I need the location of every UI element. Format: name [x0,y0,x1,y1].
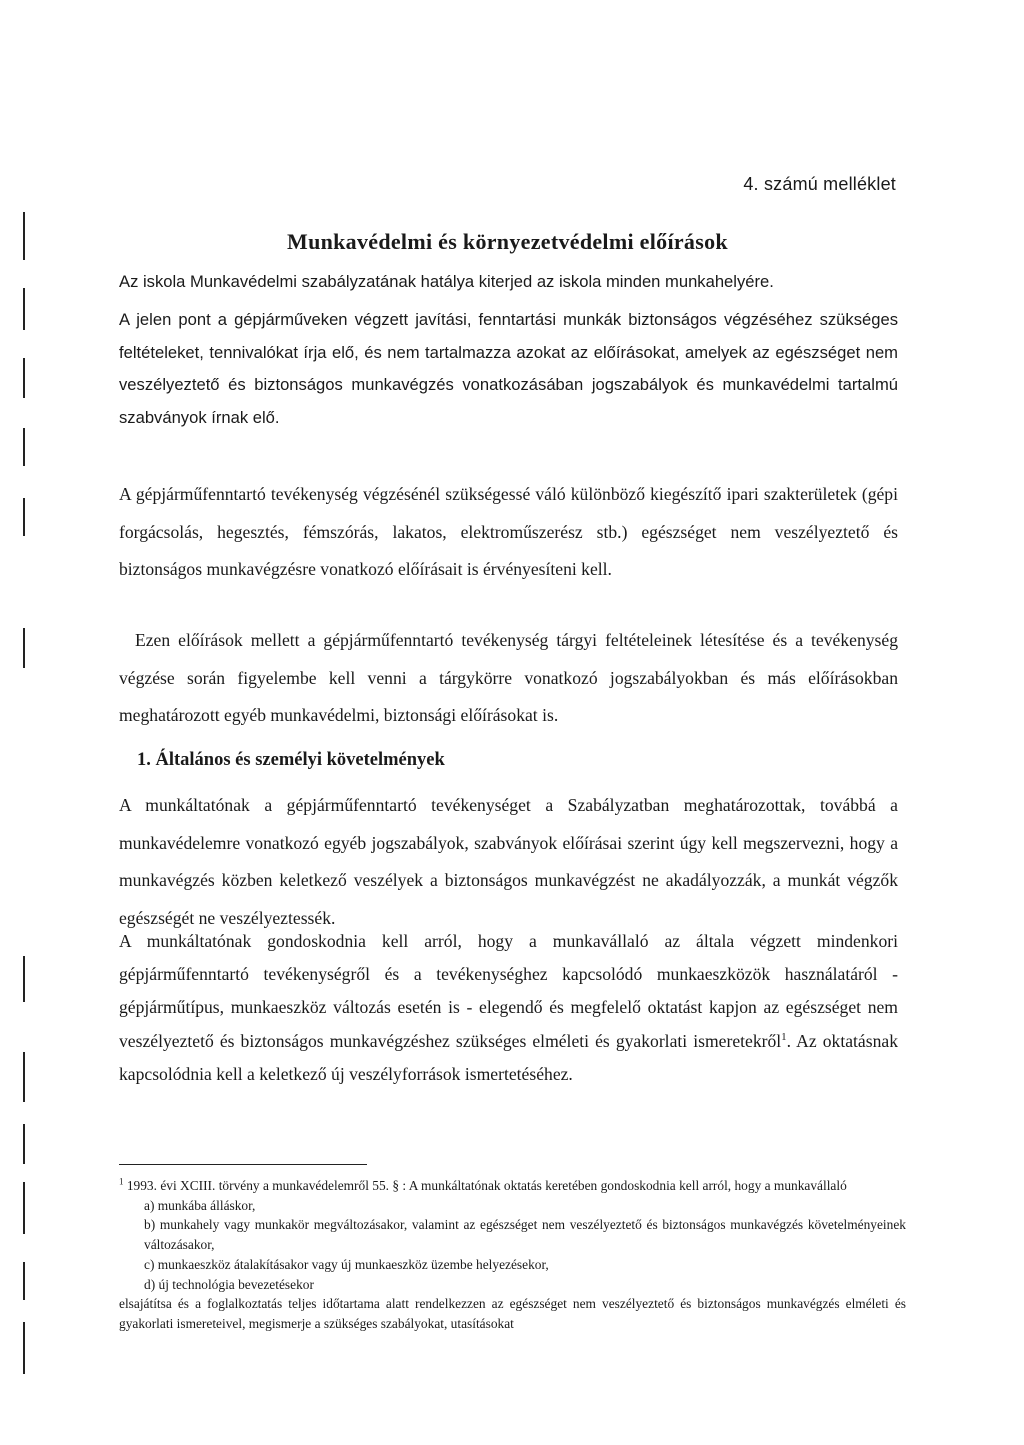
footnote [119,1176,906,1334]
scan-edge-mark [23,498,25,536]
scan-edge-mark [23,1182,25,1234]
footnote-item: b) munkahely vagy munkakör megváltozásakor, valamint az egészséget nem veszélyeztető és biztonságos munkavégzés követelményeinek változásakor, [144,1217,906,1253]
scan-edge-mark [23,212,25,260]
scan-edge-mark [23,428,25,466]
training-text-end: . Az oktatásnak kapcsolódnia kell a keletkező új veszélyforrások ismertetéséhez. [119,1030,898,1084]
scan-edge-mark [23,628,25,668]
scan-edge-mark [23,358,25,398]
page-title: Munkavédelmi és környezetvédelmi előírások [287,229,728,254]
footnote-item: c) munkaeszköz átalakításakor vagy új munkaeszköz üzembe helyezésekor, [144,1256,549,1272]
scan-edge-mark [23,956,25,1002]
scan-edge-mark [23,1052,25,1102]
intro-line: Az iskola Munkavédelmi szabályzatának hatálya kiterjed az iskola minden munkahelyére. [119,272,774,291]
footnote-intro: 1993. évi XCIII. törvény a munkavédelemről 55. § : A munkáltatónak oktatás keretében gondoskodnia kell arról, hogy a munkavállaló [123,1178,847,1193]
intro-paragraph: A jelen pont a gépjárműveken végzett javítási, fenntartási munkák biztonságos végzéséhez szükséges feltételeket, tennivalókat írja elő, és nem tartalmazza azokat az előírásokat, amelyek az egészséget nem veszélyeztető és biztonságos munkavégzés vonatkozásában jogszabályok és munkavédelmi tartalmú szabványok írnak elő. [119,310,898,427]
section-paragraph-organisation: A munkáltatónak a gépjárműfenntartó tevékenységet a Szabályzatban meghatározottak, továbbá a munkavédelemre vonatkozó egyéb jogszabályok, szabványok előírásai szerint úgy kell megszervezni, hogy a munkavégzés közben keletkező veszélyek a biztonságos munkavégzést ne akadályozzák, a munkát végzők egészségét ne veszélyeztessék. [119,795,898,928]
section-paragraph-training [119,925,898,1091]
footnote-marker: 1 [119,1176,124,1187]
section-heading: 1. Általános és személyi követelmények [137,750,445,770]
scan-edge-mark [23,1124,25,1164]
paragraph-supplementary-trades: A gépjárműfenntartó tevékenység végzésénél szükségessé váló különböző kiegészítő ipari szakterületek (gépi forgácsolás, hegesztés, fémszórás, lakatos, elektroműszerész stb.) egészséget nem veszélyeztető és biztonságos munkavégzésre vonatkozó előírásait is érvényesíteni kell. [119,484,898,579]
footnote-reference[interactable]: 1 [781,1030,787,1043]
footnote-closing: elsajátítsa és a foglalkoztatás teljes időtartama alatt rendelkezzen az egészséget nem veszélyeztető és biztonságos munkavégzés elméleti és gyakorlati ismereteivel, megismerje a szükséges szabályokat, utasításokat [119,1296,906,1331]
scan-edge-mark [23,1262,25,1300]
scan-edge-mark [23,288,25,330]
footnote-item: a) munkába álláskor, [144,1197,256,1213]
paragraph-other-regulations: Ezen előírások mellett a gépjárműfenntartó tevékenység tárgyi feltételeinek létesítése és a tevékenység végzése során figyelembe kell venni a tárgykörre vonatkozó jogszabályokban és más előírásokban meghatározott egyéb munkavédelmi, biztonsági előírásokat is. [119,630,898,725]
scan-edge-mark [23,1322,25,1374]
footnote-divider [119,1164,367,1165]
training-text: A munkáltatónak gondoskodnia kell arról, hogy a munkavállaló az általa végzett mindenkori gépjárműfenntartó tevékenységről és a tevékenységhez kapcsolódó munkaeszközök használatáról - gépjárműtípus, munkaeszköz változás esetén is - elegendő és megfelelő oktatást kapjon az egészséget nem veszélyeztető és biztonságos munkavégzéshez szükséges elméleti és gyakorlati ismeretekről [119,931,898,1051]
annex-label: 4. számú melléklet [743,174,896,194]
footnote-item: d) új technológia bevezetésekor [144,1276,314,1292]
